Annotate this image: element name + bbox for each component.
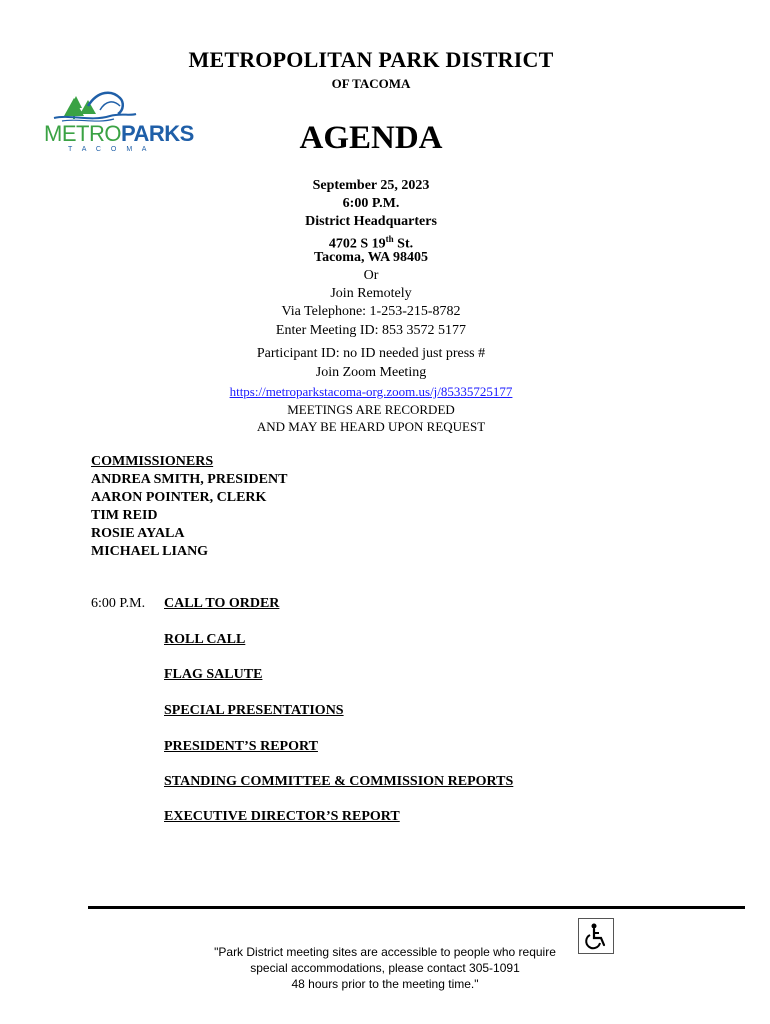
notice-line: special accommodations, please contact 305-1091 — [250, 961, 520, 975]
page-subtitle: OF TACOMA — [331, 76, 411, 91]
join-remotely: Join Remotely — [330, 286, 412, 301]
logo-parks: PARKS — [120, 121, 194, 146]
commissioner: ROSIE AYALA — [91, 526, 185, 541]
wheelchair-icon — [578, 918, 614, 954]
wheelchair-graphic — [579, 919, 613, 953]
commissioner: TIM REID — [91, 508, 158, 523]
meeting-location: District Headquarters — [305, 214, 437, 229]
address-suffix: St. — [393, 236, 414, 252]
agenda-item: SPECIAL PRESENTATIONS — [164, 703, 344, 718]
address-street: 4702 S 19 — [328, 236, 386, 252]
logo-metro: METRO — [44, 121, 121, 146]
telephone: Via Telephone: 1-253-215-8782 — [281, 304, 461, 319]
commissioner: AARON POINTER, CLERK — [91, 490, 267, 505]
commissioner: ANDREA SMITH, PRESIDENT — [91, 472, 288, 487]
zoom-link[interactable]: https://metroparkstacoma-org.zoom.us/j/85335725177 — [229, 384, 513, 399]
agenda-item: EXECUTIVE DIRECTOR’S REPORT — [164, 809, 400, 824]
notice-line: "Park District meeting sites are accessible to people who require — [214, 945, 556, 959]
address-sup: th — [385, 234, 394, 244]
agenda-item: STANDING COMMITTEE & COMMISSION REPORTS — [164, 774, 514, 789]
meeting-city: Tacoma, WA 98405 — [314, 250, 428, 265]
agenda-item: ROLL CALL — [164, 632, 246, 647]
agenda-item: FLAG SALUTE — [164, 667, 263, 682]
recorded-line-1: MEETINGS ARE RECORDED — [287, 402, 455, 417]
meeting-or: Or — [363, 268, 379, 283]
meeting-time: 6:00 P.M. — [342, 196, 400, 211]
footer-divider — [88, 906, 745, 909]
zoom-label: Join Zoom Meeting — [315, 365, 427, 380]
agenda-item: CALL TO ORDER — [164, 596, 280, 611]
commissioners-heading: COMMISSIONERS — [91, 454, 214, 469]
zoom-link-row — [0, 383, 742, 400]
agenda-heading: AGENDA — [299, 120, 443, 156]
accessibility-notice — [190, 944, 580, 992]
commissioner: MICHAEL LIANG — [91, 544, 209, 559]
participant-id: Participant ID: no ID needed just press # — [256, 346, 486, 361]
meeting-id: Enter Meeting ID: 853 3572 5177 — [275, 323, 467, 338]
recorded-line-2: AND MAY BE HEARD UPON REQUEST — [256, 419, 486, 434]
agenda-start-time: 6:00 P.M. — [91, 596, 146, 611]
agenda-item: PRESIDENT’S REPORT — [164, 739, 318, 754]
page-title: METROPOLITAN PARK DISTRICT — [188, 47, 554, 72]
meeting-date: September 25, 2023 — [312, 178, 430, 193]
logo-city: T A C O M A — [68, 146, 151, 153]
notice-line: 48 hours prior to the meeting time." — [291, 977, 479, 991]
